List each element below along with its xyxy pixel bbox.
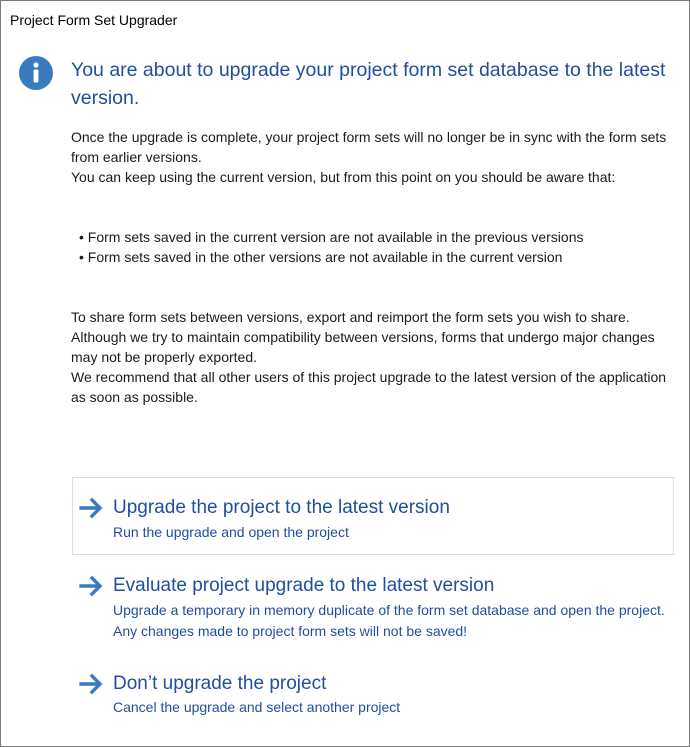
bullet-item: • Form sets saved in the current version are not available in the previous versions bbox=[79, 229, 584, 245]
dialog-heading: You are about to upgrade your project form set database to the latest version. bbox=[71, 59, 666, 109]
command-description: Run the upgrade and open the project bbox=[113, 524, 349, 540]
intro-text bbox=[71, 127, 671, 187]
upgrade-command-link[interactable] bbox=[72, 477, 674, 555]
command-title: Evaluate project upgrade to the latest version bbox=[113, 575, 495, 596]
window-title: Project Form Set Upgrader bbox=[10, 12, 178, 28]
intro-line: You can keep using the current version, but from this point on you should be aware that: bbox=[71, 169, 616, 185]
command-description: Upgrade a temporary in memory duplicate of the form set database and open the project. Any changes made to project form sets will not be saved! bbox=[113, 602, 665, 639]
command-title: Don’t upgrade the project bbox=[113, 673, 327, 694]
command-title: Upgrade the project to the latest version bbox=[113, 497, 450, 518]
cancel-upgrade-command-link[interactable] bbox=[72, 663, 674, 725]
info-icon bbox=[19, 56, 53, 90]
arrow-right-icon bbox=[79, 575, 105, 597]
bullet-list bbox=[79, 227, 583, 267]
command-description: Cancel the upgrade and select another project bbox=[113, 699, 401, 715]
arrow-right-icon bbox=[79, 497, 105, 519]
advice-line: We recommend that all other users of this project upgrade to the latest version of the application as soon as possible. bbox=[71, 369, 667, 405]
evaluate-command-link[interactable] bbox=[72, 565, 674, 647]
arrow-right-icon bbox=[79, 673, 105, 695]
title-bar[interactable] bbox=[1, 1, 689, 39]
advice-line: To share form sets between versions, export and reimport the form sets you wish to share. Although we try to maintain compatibility between versions, forms that undergo major changes may not be properly exported. bbox=[71, 309, 655, 365]
bullet-item: • Form sets saved in the other versions are not available in the current version bbox=[79, 249, 563, 265]
intro-line: Once the upgrade is complete, your project form sets will no longer be in sync with the form sets from earlier versions. bbox=[71, 129, 667, 165]
advice-text bbox=[71, 307, 671, 407]
